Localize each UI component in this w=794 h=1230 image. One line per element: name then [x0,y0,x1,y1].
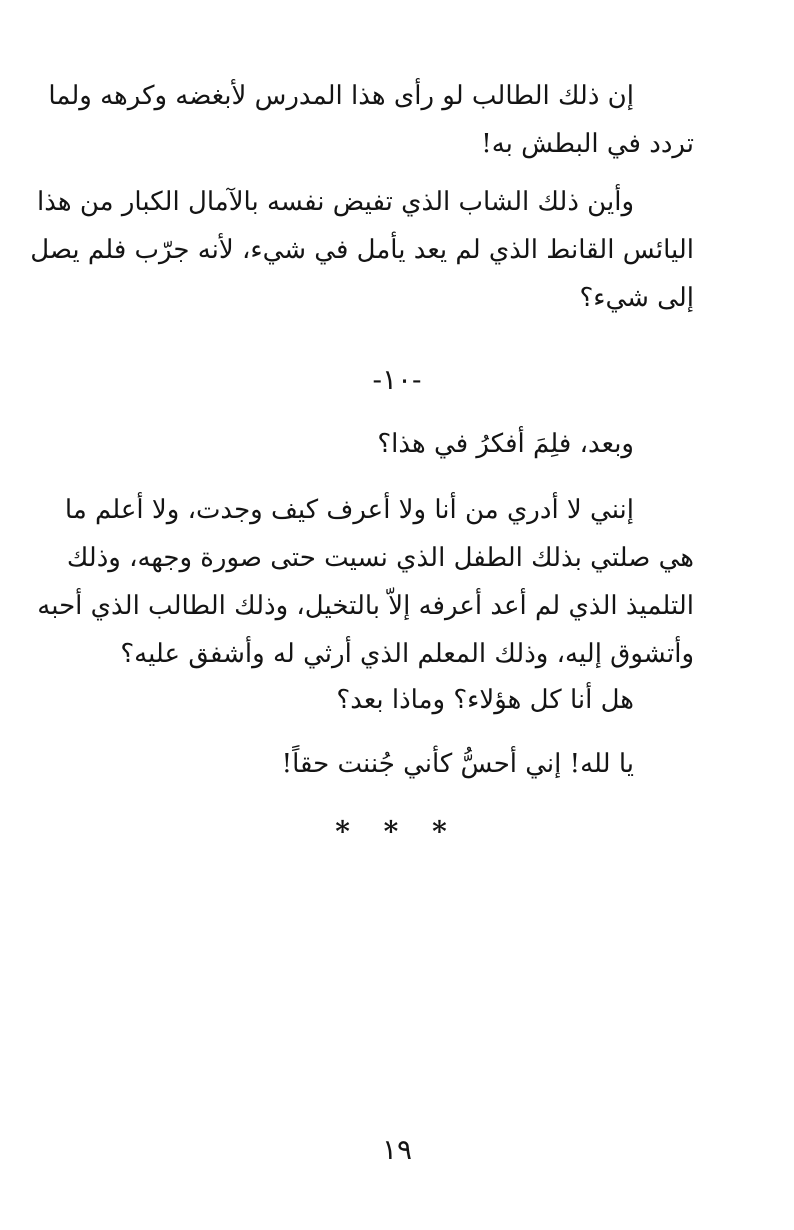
paragraph-line: إلى شيء؟ [579,283,694,313]
paragraph-5 [92,676,694,724]
paragraph-line: إن ذلك الطالب لو رأى هذا المدرس لأبغضه وكرهه ولما [48,81,634,111]
paragraph-line: تردد في البطش به! [481,129,694,159]
paragraph-line: إنني لا أدري من أنا ولا أعرف كيف وجدت، ولا أعلم ما [64,495,634,525]
paragraph-line: وبعد، فلِمَ أفكرُ في هذا؟ [377,429,634,459]
paragraph-line: وأتشوق إليه، وذلك المعلم الذي أرثي له وأشفق عليه؟ [120,639,694,669]
paragraph-1 [48,72,694,168]
section-number: -١٠- [372,363,422,396]
paragraph-2 [30,178,694,322]
paragraph-line: اليائس القانط الذي لم يعد يأمل في شيء، لأنه جرّب فلم يصل [30,235,694,265]
paragraph-6 [92,740,694,788]
paragraph-line: يا لله! إني أحسُّ كأني جُننت حقاً! [281,749,634,779]
paragraph-line: التلميذ الذي لم أعد أعرفه إلاّ بالتخيل، وذلك الطالب الذي أحبه [37,591,694,621]
paragraph-line: هل أنا كل هؤلاء؟ وماذا بعد؟ [336,685,634,715]
paragraph-line: وأين ذلك الشاب الذي تفيض نفسه بالآمال الكبار من هذا [37,187,634,217]
paragraph-3 [92,420,694,468]
paragraph-line: هي صلتي بذلك الطفل الذي نسيت حتى صورة وجهه، وذلك [66,543,694,573]
paragraph-4 [37,486,694,678]
page-number: ١٩ [381,1133,413,1166]
section-separator: * * * [335,815,459,848]
